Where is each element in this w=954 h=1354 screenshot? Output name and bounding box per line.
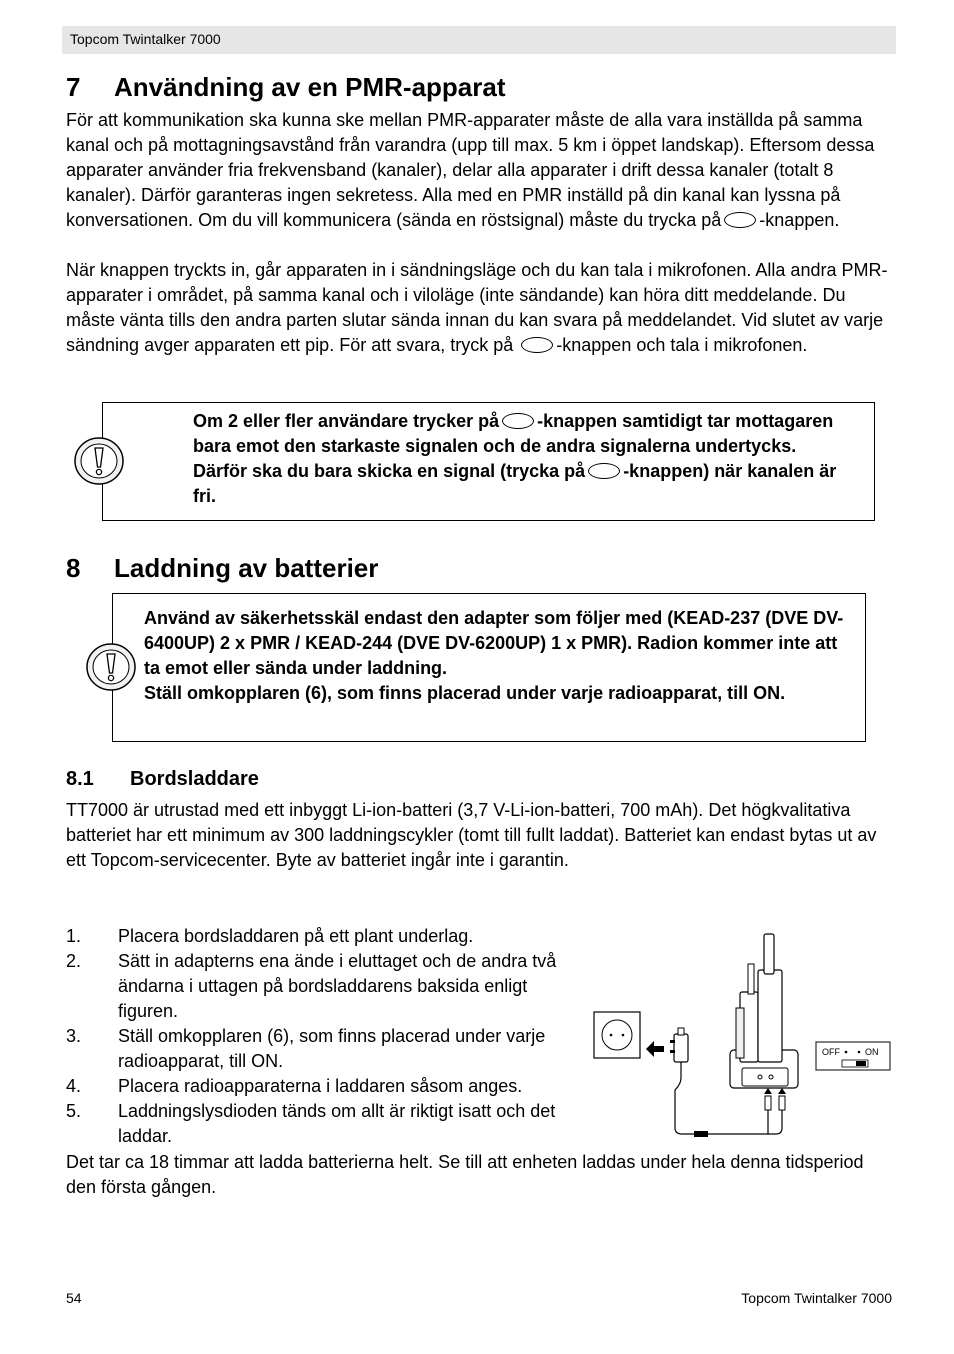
section-8-heading: [66, 553, 378, 584]
note-text-part: -knappen) när kanalen är fri.: [193, 461, 837, 506]
para-text: När knappen tryckts in, går apparaten in i sändningsläge och du kan tala i mikrofonen. Alla andra PMR-apparater i området, på samma kanal och i viloläge (inte sändande) kan höra ditt meddelande. Du måste vänta tills den andra parten slutar sända innan du kan svara på meddelandet. Vid slutet av varje sändning avger apparaten ett pip. För att svara, tryck på: [66, 260, 888, 355]
warning-note-ptt: [102, 402, 875, 521]
step-number: 1.: [66, 926, 82, 946]
exclamation-warning-icon: [73, 436, 125, 486]
note-text-part: Ställ omkopplaren (6), som finns placerad under varje radioapparat, till ON.: [144, 683, 786, 703]
list-item: [66, 924, 586, 949]
section-title: Användning av en PMR-apparat: [114, 72, 506, 102]
section-number: 8.1: [66, 768, 94, 790]
step-number: 2.: [66, 951, 82, 971]
step-text: Placera bordsladdaren på ett plant underlag.: [118, 926, 474, 946]
power-switch-icon: [816, 1042, 890, 1070]
list-item: [66, 1099, 586, 1149]
step-number: 5.: [66, 1101, 82, 1121]
list-item: [66, 949, 586, 1024]
note-text-part: Använd av säkerhetsskäl endast den adapter som följer med (KEAD-237 (DVE DV-6400UP) 2 x PMR / KEAD-244 (DVE DV-6200UP) 1 x PMR). Radion kommer inte att ta emot eller sända under laddning.: [144, 608, 844, 678]
section-8-1-intro: TT7000 är utrustad med ett inbyggt Li-ion-batteri (3,7 V-Li-ion-batteri, 700 mAh). Det högkvalitativa batteriet har ett minimum av 300 laddningscykler (tomt till fullt laddat). Batteriet kan endast bytas ut av ett Topcom-servicecenter. Byte av batteriet ingår inte i garantin.: [66, 800, 877, 870]
switch-off-label: OFF: [822, 1047, 840, 1057]
step-number: 4.: [66, 1076, 82, 1096]
desktop-charger-icon: [730, 934, 798, 1088]
list-item: [66, 1024, 586, 1074]
switch-on-label: ON: [865, 1047, 879, 1057]
note-text: [193, 409, 853, 509]
arrow-left-icon: [646, 1041, 664, 1057]
note-text-part: Om 2 eller fler användare trycker på: [193, 411, 500, 431]
ptt-button-icon: [502, 413, 534, 429]
wall-socket-icon: [594, 1012, 640, 1058]
section-title: Bordsladdare: [130, 768, 259, 790]
footer-title: Topcom Twintalker 7000: [741, 1290, 892, 1306]
section-title: Laddning av batterier: [114, 553, 379, 583]
page-number: 54: [66, 1290, 82, 1306]
step-text: Placera radioapparaterna i laddaren såsom anges.: [118, 1076, 523, 1096]
running-header: [62, 26, 896, 54]
para-text: För att kommunikation ska kunna ske mellan PMR-apparater måste de alla vara inställda på samma kanal och på mottagningsavstånd från varandra (upp till max. 5 km i öppet landskap). Eftersom dessa apparater använder fria frekvensband (kanaler), delar alla apparater i drift dessa kanaler (totalt 8 kanaler). Därför garanteras ingen sekretess. Alla med en PMR inställd på din kanal kan lyssna på konversationen. Om du vill kommunicera (sända en röstsignal) måste du trycka på: [66, 110, 875, 230]
para-text: -knappen och tala i mikrofonen.: [556, 335, 808, 355]
header-title: Topcom Twintalker 7000: [70, 31, 221, 47]
section-number: 8: [66, 553, 81, 583]
section-8-1-heading: [66, 768, 259, 791]
ptt-button-icon: [588, 463, 620, 479]
exclamation-warning-icon: [85, 642, 137, 692]
section-8-1-closing: Det tar ca 18 timmar att ladda batterierna helt. Se till att enheten laddas under hela denna tidsperiod den första gången.: [66, 1152, 864, 1197]
charging-steps-list: [66, 924, 586, 1149]
note-text-part: -knappen samtidigt tar mottagaren bara emot den starkaste signalen och de andra signalerna undertycks. Därför ska du bara skicka en signal (trycka på: [193, 411, 834, 481]
section-7-heading: [66, 72, 506, 103]
note-text: [144, 606, 844, 706]
section-number: 7: [66, 72, 81, 102]
power-adapter-icon: [670, 1028, 688, 1062]
step-number: 3.: [66, 1026, 82, 1046]
para-text: -knappen.: [759, 210, 840, 230]
list-item: [66, 1074, 586, 1099]
step-text: Laddningslysdioden tänds om allt är riktigt isatt och det laddar.: [118, 1101, 556, 1146]
ptt-button-icon: [724, 212, 756, 228]
warning-note-adapter: [112, 593, 866, 742]
step-text: Ställ omkopplaren (6), som finns placerad under varje radioapparat, till ON.: [118, 1026, 546, 1071]
charger-connection-figure: [590, 928, 900, 1138]
ptt-button-icon: [521, 337, 553, 353]
section-7-paragraph-1: [66, 108, 896, 233]
step-text: Sätt in adapterns ena ände i eluttaget och de andra två ändarna i uttagen på bordsladdarens baksida enligt figuren.: [118, 951, 557, 1021]
section-7-paragraph-2: [66, 258, 896, 358]
